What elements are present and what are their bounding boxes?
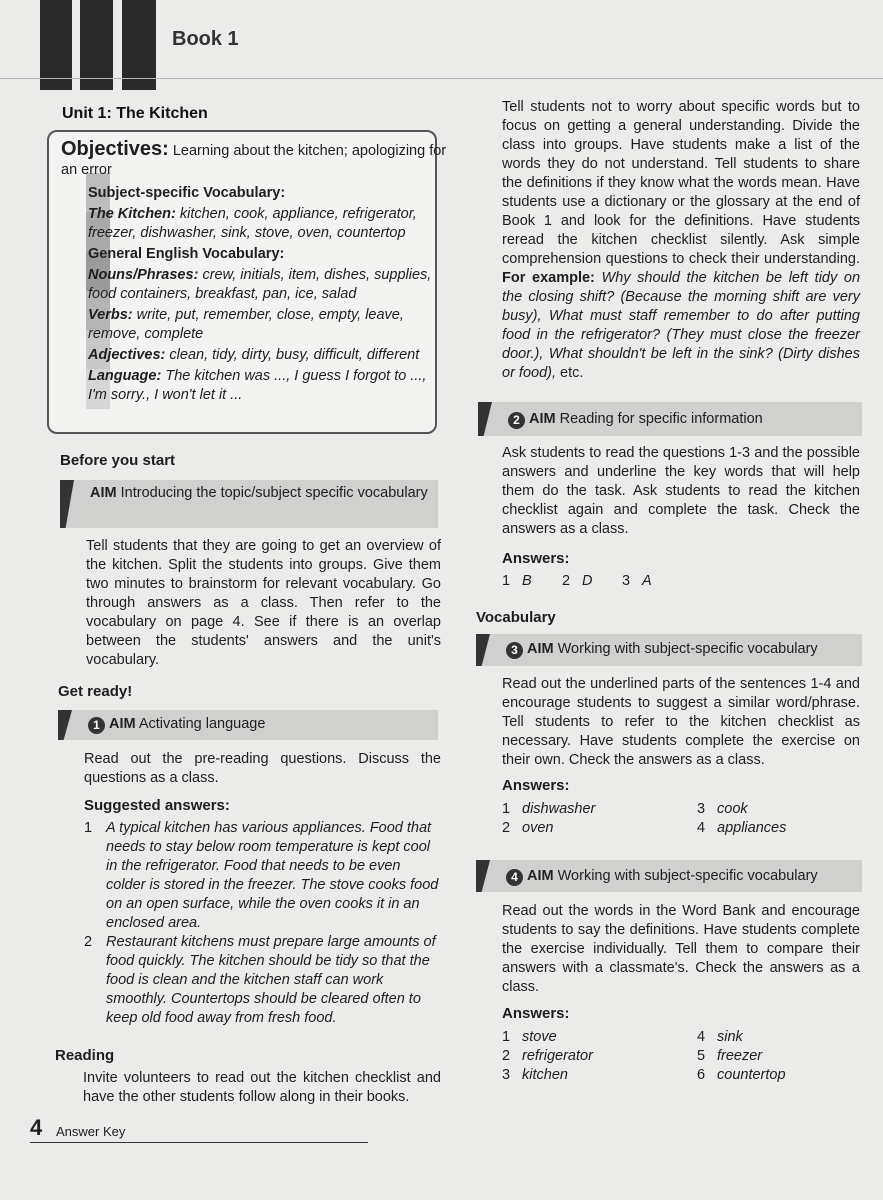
aim1-number: 1 xyxy=(88,717,105,734)
verbs-label: Verbs: xyxy=(88,307,133,323)
aim4-answers: 1 stove 4 sink 2 refrigerator 5 freezer 3 kitchen 6 countertop xyxy=(502,1029,786,1083)
aim-intro-bar xyxy=(60,480,438,528)
adjectives-words: clean, tidy, dirty, busy, difficult, different xyxy=(169,347,420,363)
aim1-paragraph: Read out the pre-reading questions. Discuss the questions as a class. xyxy=(84,751,441,786)
kitchen-label: The Kitchen: xyxy=(88,206,176,222)
reading-heading: Reading xyxy=(55,1047,115,1064)
vocabulary-heading: Vocabulary xyxy=(476,609,556,626)
suggested-answer: 2 Restaurant kitchens must prepare large amounts of food quickly. The kitchen should be tidy so that the food is clean and the kitchen staff can work smoothly. Countertops should be cleared often to keep old food away from fresh food. xyxy=(84,934,436,1026)
aim2-answers: 1 B 2 D 3 A xyxy=(502,573,652,589)
book-title: Book 1 xyxy=(172,28,239,50)
nouns-words: crew, initials, item, dishes, supplies, food containers, breakfast, pan, ice, salad xyxy=(88,267,432,302)
aim-label: AIM xyxy=(90,485,117,501)
aim3-bar: 3 AIM Working with subject-specific vocabulary xyxy=(476,634,862,666)
aim2-paragraph: Ask students to read the questions 1-3 and the possible answers and underline the key words that will help them do the task. Ask students to read the kitchen checklist again and complete the task. Check the answers as a class. xyxy=(502,445,860,537)
objectives-text xyxy=(61,138,448,407)
aim3-answers: 1 dishwasher 3 cook 2 oven 4 appliances xyxy=(502,801,787,836)
before-you-start-heading: Before you start xyxy=(60,452,176,469)
intro-paragraph: Tell students that they are going to get an overview of the kitchen. Split the students into groups. Give them two minutes to brainstorm for relevant vocabulary. Go through answers as a class. Then refer to the vocabulary on page 4. See if there is an overlap between the students' answers and the unit's vocabulary. xyxy=(86,538,441,668)
aim1-bar xyxy=(58,710,438,740)
aim3-text: Working with subject-specific vocabulary xyxy=(557,641,818,657)
aim1-text: Activating language xyxy=(138,716,266,732)
language-words: The kitchen was ..., I guess I forgot to ..., I'm sorry., I won't let it ... xyxy=(88,368,427,403)
page-number: 4 xyxy=(30,1115,43,1140)
objectives-label: Objectives: xyxy=(61,138,169,160)
aim4-paragraph: Read out the words in the Word Bank and encourage students to say the definitions. Have students complete the exercise individually. Tell them to compare their answers with a classmate's. Check the answers as a class. xyxy=(502,903,860,995)
aim2-bar: 2 AIM Reading for specific information xyxy=(478,402,862,436)
aim2-text: Reading for specific information xyxy=(559,411,763,427)
unit-title: Unit 1: The Kitchen xyxy=(62,105,208,122)
objectives-description: Learning about the kitchen; apologizing for an error xyxy=(61,143,447,178)
subject-vocab-label: Subject-specific Vocabulary: xyxy=(88,185,286,201)
footer-divider xyxy=(30,1142,368,1143)
aim1-label: AIM xyxy=(109,716,136,732)
for-example-label: For example: xyxy=(502,270,595,286)
suggested-answers-list xyxy=(84,819,441,1028)
aim3-paragraph: Read out the underlined parts of the sentences 1-4 and encourage students to suggest a similar word/phrase. Tell students to refer to the kitchen checklist as necessary. Have students complete the exercise on their own. Check the answers as a class. xyxy=(502,676,860,768)
language-label: Language: xyxy=(88,368,162,384)
right-top-paragraph: Tell students not to worry about specific words but to focus on getting a general understanding. Divide the class into groups. Have students make a list of the words they do not understand. Tell students to share the definitions if they know what the words mean. Have students use a dictionary or the glossary at the end of Book 1 and look for the definitions. Have students reread the kitchen checklist silently. Ask simple comprehension questions to check their understanding. For example: Why should the kitchen be left tidy on the closing shift? (Because the morning shift are very busy), What must staff remember to do after putting food in the refrigerator? (They must close the freezer door.), What shouldn't be left in the sink? (Dirty dishes or food), etc. xyxy=(502,99,861,381)
example-questions: Why should the kitchen be left tidy on the closing shift? (Because the morning shift are very busy), What must staff remember to do after putting food in the refrigerator? (They must close the freezer door.), What shouldn't be left in the sink? (Dirty dishes or food), xyxy=(502,270,861,381)
reading-paragraph: Invite volunteers to read out the kitchen checklist and have the other students follow along in their books. xyxy=(83,1070,441,1105)
aim4-text: Working with subject-specific vocabulary xyxy=(557,868,818,884)
verbs-words: write, put, remember, close, empty, leave, remove, complete xyxy=(88,307,404,342)
header-divider xyxy=(0,78,883,79)
nouns-label: Nouns/Phrases: xyxy=(88,267,199,283)
aim3-answers-label: Answers: xyxy=(502,777,570,794)
aim4-answers-label: Answers: xyxy=(502,1005,570,1022)
adjectives-label: Adjectives: xyxy=(88,347,166,363)
aim2-answers-label: Answers: xyxy=(502,550,570,567)
footer-label: Answer Key xyxy=(56,1124,126,1139)
book-tab-decoration xyxy=(40,0,156,90)
aim-intro-text: Introducing the topic/subject specific vocabulary xyxy=(120,485,428,501)
get-ready-heading: Get ready! xyxy=(58,683,133,700)
general-vocab-label: General English Vocabulary: xyxy=(88,246,285,262)
kitchen-words: kitchen, cook, appliance, refrigerator, freezer, dishwasher, sink, stove, oven, countertop xyxy=(88,206,417,241)
suggested-answer: 1 A typical kitchen has various appliances. Food that needs to stay below room temperature is kept cool in the refrigerator. Food that needs to be even colder is stored in the freezer. The stove cooks food on an open surface, while the oven cooks it in an enclosed area. xyxy=(84,820,439,931)
suggested-answers-label: Suggested answers: xyxy=(84,797,230,814)
aim4-bar: 4 AIM Working with subject-specific vocabulary xyxy=(476,860,862,892)
